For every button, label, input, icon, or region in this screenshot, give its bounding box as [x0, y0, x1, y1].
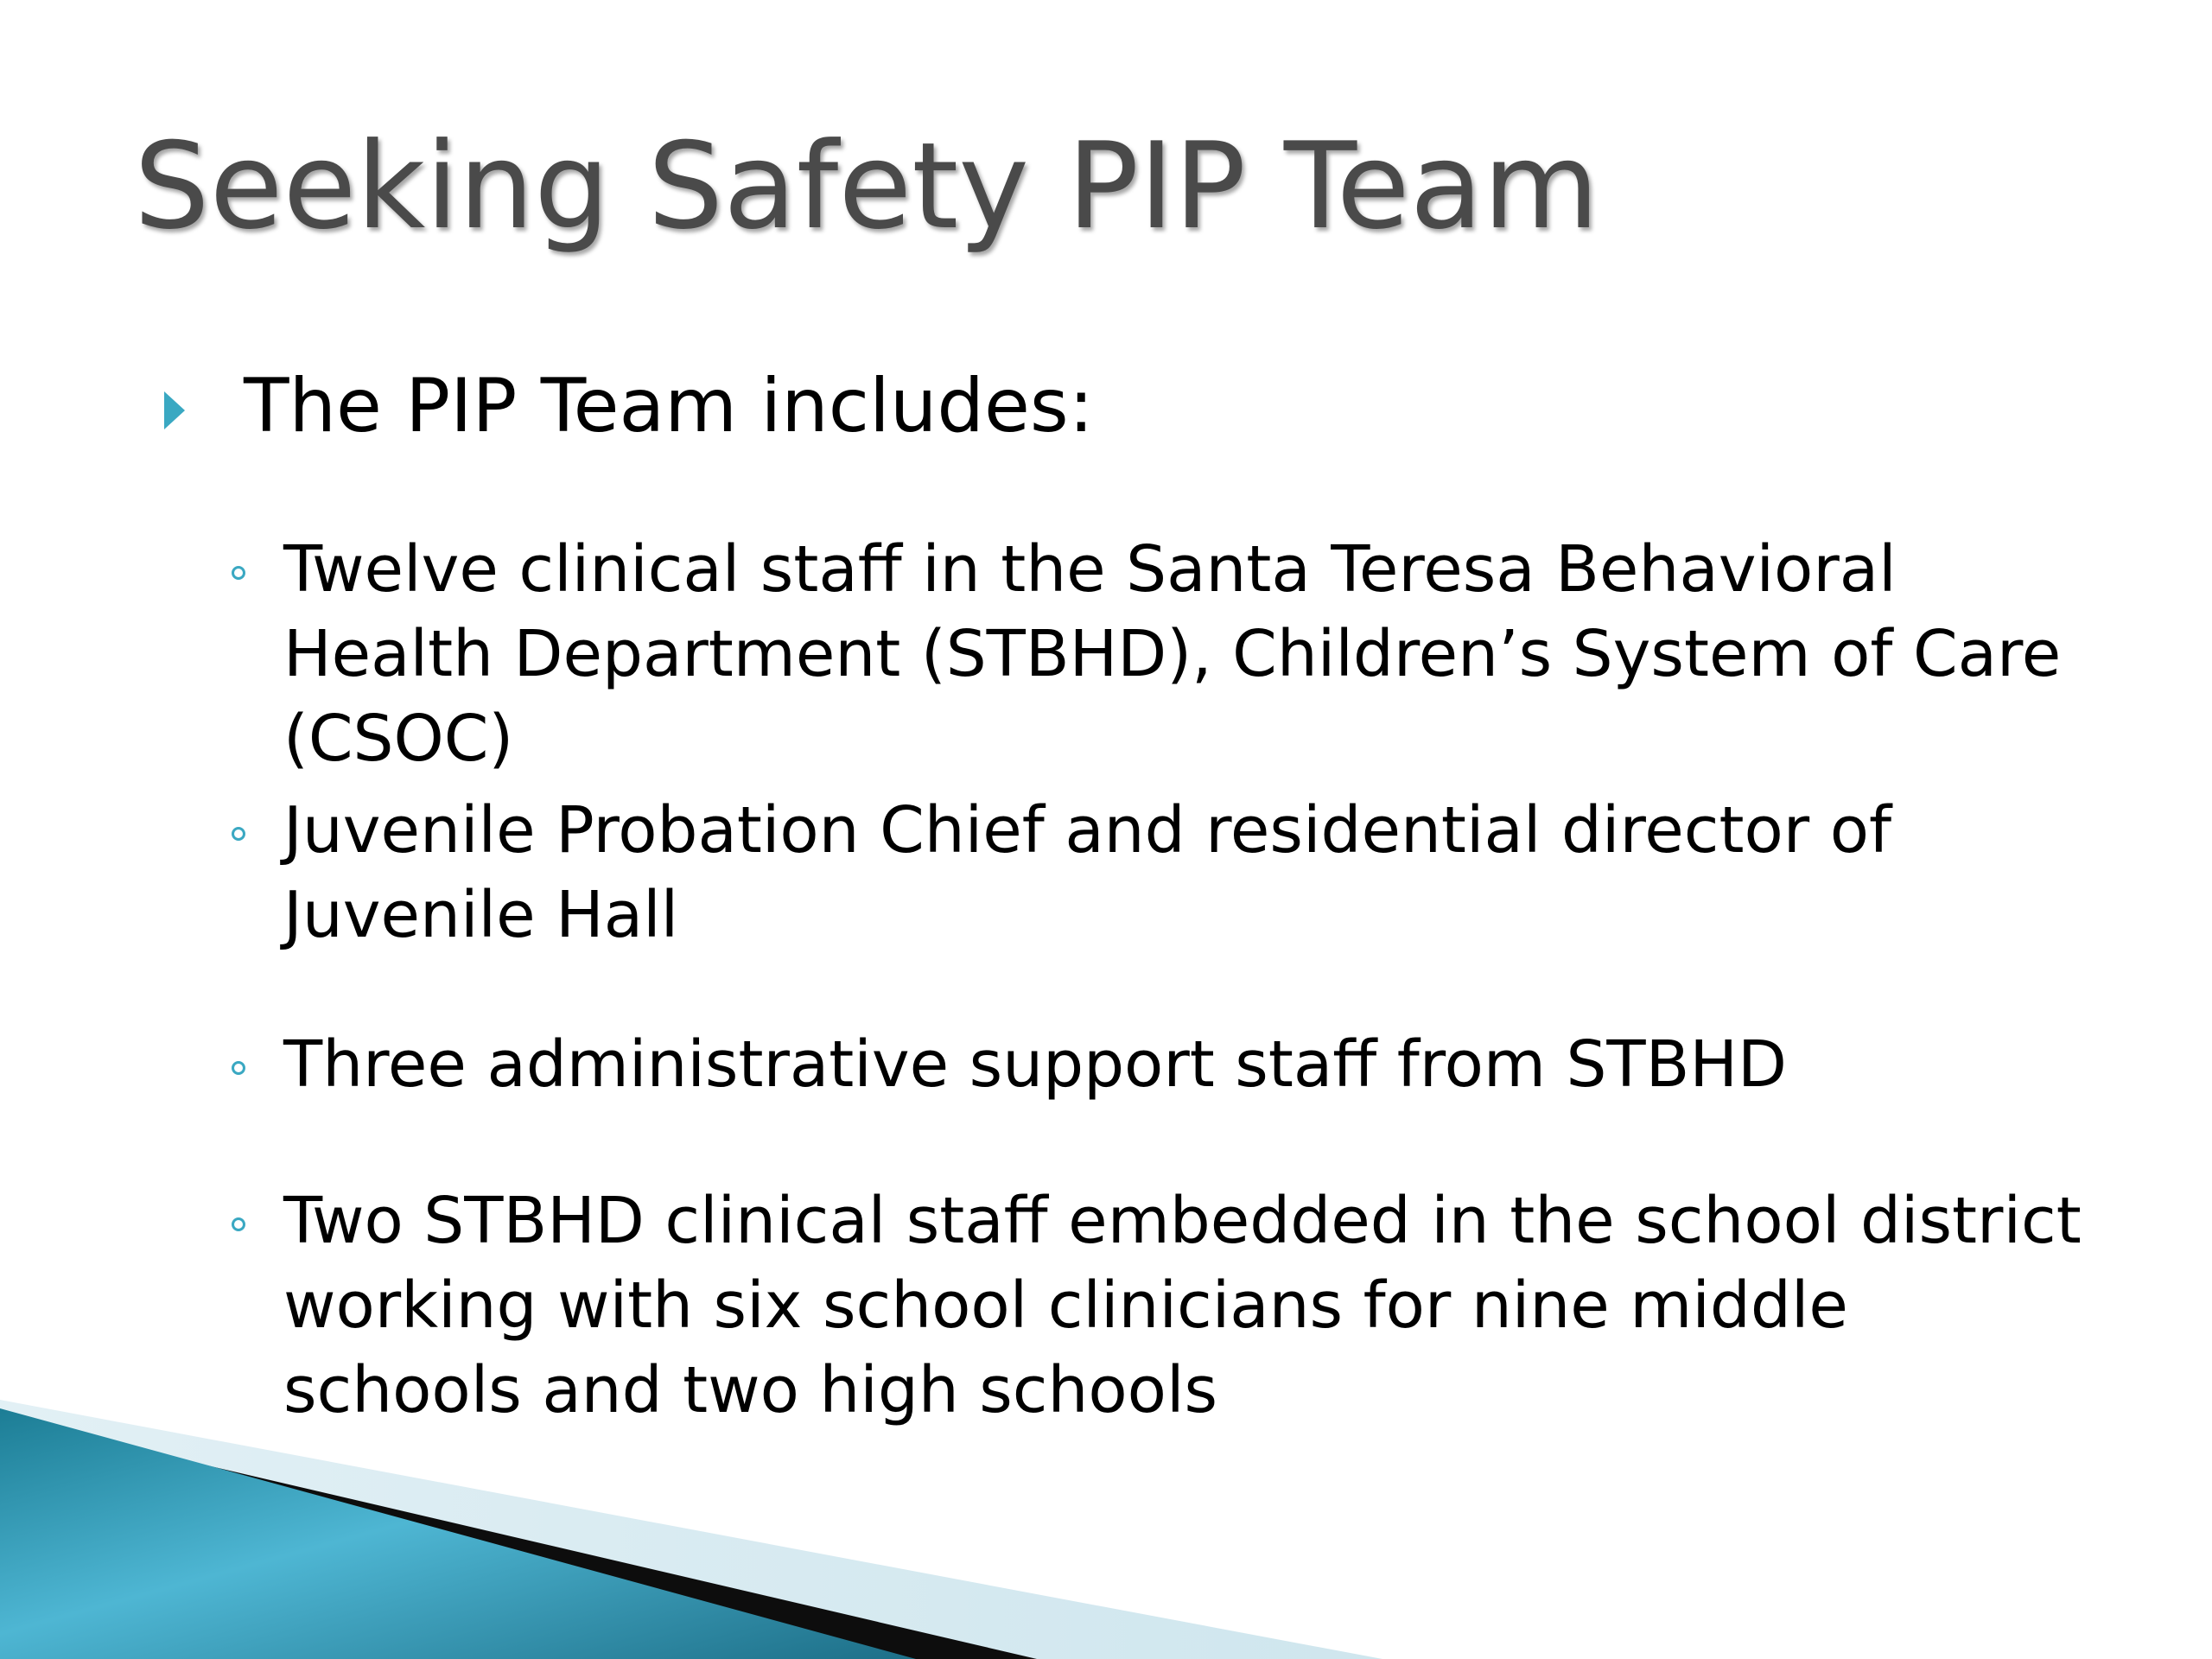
ring-bullet-icon: [232, 1061, 245, 1075]
sub-bullet-item: [232, 527, 2089, 781]
main-bullet-text: The PIP Team includes:: [244, 363, 1094, 449]
sub-bullet-item: [232, 1179, 2089, 1433]
ring-bullet-icon: [232, 566, 245, 580]
sub-bullet-item: [232, 788, 2089, 957]
ring-bullet-icon: [232, 1217, 245, 1231]
sub-bullet-text: Twelve clinical staff in the Santa Teresa Behavioral Health Department (STBHD), Children’s System of Care (CSOC): [283, 532, 2062, 776]
slide-title: Seeking Safety PIP Team: [134, 117, 1599, 256]
sub-bullet-text: Two STBHD clinical staff embedded in the school district working with six school clinicians for nine middle schools and two high schools: [283, 1184, 2082, 1427]
triangle-bullet-icon: [164, 391, 185, 429]
main-bullet: [164, 363, 1094, 449]
ring-bullet-icon: [232, 827, 245, 841]
sub-bullet-item: [232, 1022, 2089, 1107]
sub-bullet-text: Three administrative support staff from STBHD: [283, 1027, 1788, 1102]
sub-bullet-text: Juvenile Probation Chief and residential director of Juvenile Hall: [283, 793, 1892, 952]
